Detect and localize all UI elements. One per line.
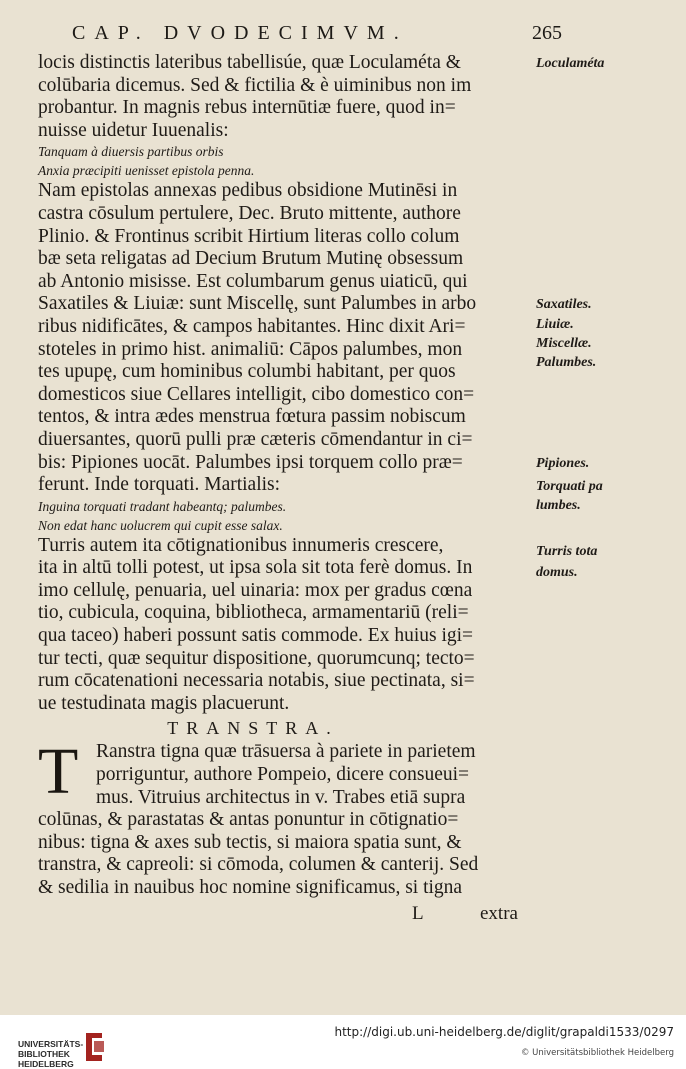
- verse-quote-1: [38, 142, 528, 180]
- text-line: Ranstra tigna quæ trāsuersa à pariete in parietem: [96, 741, 476, 763]
- verse-quote-2: [38, 497, 528, 535]
- text-line: imo cellulę, penuaria, uel uinaria: mox per gradus cœna: [38, 579, 473, 601]
- text-line: bæ seta religatas ad Decium Brutum Mutinę obsessum: [38, 248, 464, 270]
- verse-line: Anxia præcipiti uenisset epistola penna.: [38, 163, 255, 179]
- paragraph-4: [38, 735, 528, 899]
- text-line: Nam epistolas annexas pedibus obsidione Mutinēsi in: [38, 180, 458, 202]
- margin-note-torquati: Torquati pa: [536, 479, 603, 494]
- text-line: tio, cubicula, coquina, bibliotheca, armamentariū (reli=: [38, 602, 469, 624]
- text-line: castra cōsulum pertulere, Dec. Bruto mittente, authore: [38, 202, 461, 224]
- text-line: tentos, & intra ædes menstrua fœtura passim nobiscum: [38, 406, 466, 428]
- margin-note-loculamenta: Loculaméta: [536, 56, 605, 71]
- permalink-url[interactable]: http://digi.ub.uni-heidelberg.de/diglit/grapaldi1533/0297: [334, 1025, 674, 1039]
- text-line: diuersantes, quorū pulli præ cæteris cōmendantur in ci=: [38, 428, 473, 450]
- copyright-notice: © Universitätsbibliothek Heidelberg: [520, 1048, 674, 1058]
- text-line: locis distinctis lateribus tabellisúe, quæ Loculaméta &: [38, 52, 461, 73]
- margin-note-turris: Turris tota: [536, 544, 598, 559]
- text-line: domesticos siue Cellares intelligit, cibo domestico con=: [38, 383, 475, 405]
- text-line: & sedilia in nauibus hoc nomine significamus, si tigna: [38, 877, 463, 898]
- text-line: ue testudinata magis placuerunt.: [38, 692, 290, 714]
- verse-line: Non edat hanc uolucrem qui cupit esse salax.: [38, 517, 283, 533]
- margin-note-liuiae: Liuiæ.: [536, 317, 574, 332]
- section-heading: TRANSTRA.: [167, 718, 339, 739]
- text-line: ita in altū tolli potest, ut ipsa sola sit tota ferè domus. In: [38, 557, 473, 579]
- text-line: ab Antonio misisse. Est columbarum genus uiaticū, qui: [38, 270, 468, 292]
- logo-line: BIBLIOTHEK: [18, 1049, 70, 1059]
- verse-line: Inguina torquati tradant habeantq; palumbes.: [38, 498, 287, 514]
- margin-note-palumbes: Palumbes.: [536, 355, 597, 370]
- text-line: mus. Vitruius architectus in v. Trabes etiā supra: [96, 786, 466, 808]
- text-line: tur tecti, quæ sequitur dispositione, quorumcunq; tecto=: [38, 647, 475, 669]
- text-line: Plinio. & Frontinus scribit Hirtium literas collo colum: [38, 225, 460, 247]
- text-line: ribus nidificātes, & campos habitantes. Hinc dixit Ari=: [38, 315, 466, 337]
- text-line: bis: Pipiones uocāt. Palumbes ipsi torquem collo præ=: [38, 451, 463, 473]
- text-line: tes upupę, cum hominibus columbi habitant, per quos: [38, 361, 456, 383]
- text-line: colūnas, & parastatas & antas ponuntur in cōtignatio=: [38, 809, 459, 831]
- text-line: nuisse uidetur Iuuenalis:: [38, 119, 229, 141]
- margin-note-turris-cont: domus.: [536, 565, 578, 580]
- signature-mark: L: [412, 903, 424, 924]
- logo-line: UNIVERSITÄTS-: [18, 1039, 84, 1049]
- text-line: Saxatiles & Liuiæ: sunt Miscellę, sunt Palumbes in arbo: [38, 293, 477, 315]
- library-logo[interactable]: [8, 1025, 128, 1069]
- catchword: extra: [480, 903, 518, 924]
- drop-cap: T: [38, 735, 79, 809]
- margin-note-pipiones: Pipiones.: [536, 456, 590, 471]
- margin-note-saxatiles: Saxatiles.: [536, 297, 592, 312]
- text-line: rum cōcatenationi necessaria notabis, siue pectinata, si=: [38, 670, 475, 692]
- text-line: colūbaria dicemus. Sed & fictilia & è uiminibus non im: [38, 74, 472, 96]
- text-line: nibus: tigna & axes sub tectis, si maiora spatia sunt, &: [38, 831, 462, 853]
- margin-note-miscellae: Miscellæ.: [536, 336, 592, 351]
- paragraph-3: [38, 535, 528, 716]
- margin-note-torquati-cont: lumbes.: [536, 498, 581, 513]
- library-emblem-icon: [82, 1031, 106, 1063]
- logo-line: HEIDELBERG: [18, 1059, 74, 1069]
- logo-text: [18, 1039, 83, 1069]
- viewer-footer: [0, 1015, 686, 1069]
- text-line: Turris autem ita cōtignationibus innumeris crescere,: [38, 534, 444, 556]
- text-line: ferunt. Inde torquati. Martialis:: [38, 474, 281, 496]
- text-line: stoteles in primo hist. animaliū: Cāpos palumbes, mon: [38, 338, 463, 360]
- paragraph-1: [38, 52, 528, 142]
- text-line: transtra, & capreoli: si cōmoda, columen & canterij. Sed: [38, 854, 479, 876]
- paragraph-2: [38, 180, 528, 496]
- text-line: probantur. In magnis rebus internūtiæ fuere, quod in=: [38, 97, 456, 119]
- text-line: qua taceo) haberi possunt satis commode. Ex huius igi=: [38, 625, 474, 647]
- running-header: CAP. DVODECIMVM.: [72, 22, 408, 44]
- main-text-block: [38, 52, 528, 900]
- page-number: 265: [532, 22, 562, 44]
- verse-line: Tanquam à diuersis partibus orbis: [38, 144, 224, 160]
- text-line: porriguntur, authore Pompeio, dicere consueui=: [96, 764, 470, 786]
